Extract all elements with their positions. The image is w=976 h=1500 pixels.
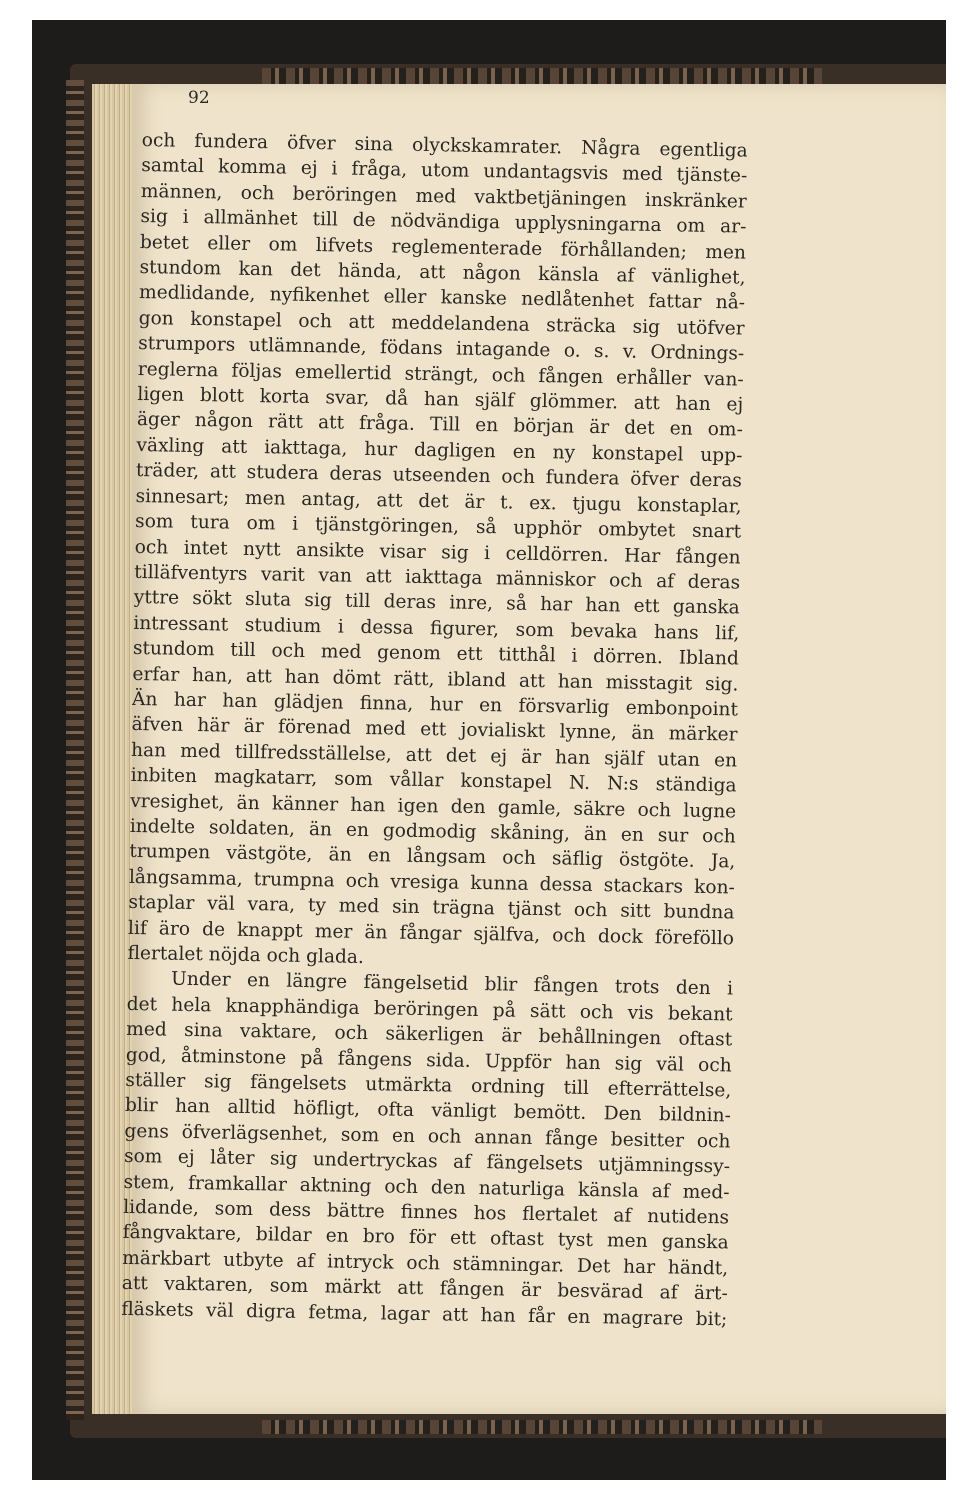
paragraph-end-line: flertalet nöjda och glada.: [127, 942, 365, 968]
text-line: fångvaktare, bildar en bro för ett oftast tyst men ganska: [122, 1222, 729, 1254]
text-line: växling att iakttaga, hur dagligen en ny konstapel upp-: [136, 434, 743, 467]
text-line: fläskets väl digra fetma, lagar att han får en magrare bit;: [121, 1298, 728, 1331]
text-line: stem, framkallar aktning och den naturliga känsla af med-: [123, 1171, 730, 1204]
text-line: stundom till och med genom ett titthål i dörren. Ibland: [132, 638, 740, 670]
text-line: äger någon rätt att fråga. Till en början är det en om-: [136, 409, 743, 441]
page-number: 92: [188, 88, 210, 108]
text-line: märkbart utbyte af intryck och stämningar. Det har händt,: [122, 1247, 729, 1280]
text-line: och fundera öfver sina olyckskamrater. Några egentliga: [141, 129, 748, 162]
text-line: inbiten magkatarr, som vållar konstapel N. N:s ständiga: [130, 765, 737, 797]
text-line: blir han alltid höfligt, ofta vänligt bemött. Den bildnin-: [124, 1095, 732, 1127]
text-line: träder, att studera deras utseenden och fundera öfver deras: [135, 460, 743, 492]
text-line: trumpen västgöte, än en långsam och säflig östgöte. Ja,: [129, 841, 736, 873]
text-line: som tura om i tjänstgöringen, så upphör ombytet snart: [134, 511, 742, 543]
text-line: och intet nytt ansikte visar sig i celldörren. Har fången: [134, 536, 741, 569]
text-line: äfven här är förenad med ett jovialiskt lynne, än märker: [131, 714, 738, 746]
text-line: lif äro de knappt mer än fångar själfva, och dock föreföllo: [127, 917, 735, 950]
text-line: staplar väl vara, ty med sin trägna tjänst och sitt bundna: [128, 892, 735, 924]
text-line: sinnesart; men antag, att det är t. ex. tjugu konstaplar,: [135, 485, 742, 518]
paragraph-start-line: Under en längre fängelsetid blir fången trots den i: [170, 969, 734, 1000]
text-line: medlidande, nyfikenhet eller kanske nedlåtenhet fattar nå-: [138, 282, 746, 314]
top-edge-pattern: [262, 68, 822, 84]
body-text: [121, 128, 748, 1332]
text-line: betet eller om lifvets reglementerade förhållanden; men: [139, 231, 747, 264]
text-line: det hela knapphändiga beröringen på sätt och vis bekant: [126, 993, 733, 1026]
text-line: han med tillfredsställelse, att det ej är han själf utan en: [130, 739, 738, 772]
text-line: Än har han glädjen finna, hur en försvarlig embonpoint: [131, 688, 739, 721]
text-line: yttre sökt sluta sig till deras inre, så har han ett ganska: [133, 587, 740, 619]
text-line: intressant studium i dessa figurer, som bevaka hans lif,: [133, 612, 740, 645]
text-line: som ej låter sig undertryckas af fängelsets utjämningssy-: [123, 1146, 731, 1178]
text-line: sig i allmänhet till de nödvändiga upplysningarna om ar-: [140, 206, 747, 238]
text-line: ligen blott korta svar, då han själf glömmer. att han ej: [137, 384, 744, 416]
bottom-edge-pattern: [262, 1420, 822, 1434]
text-line: god, åtminstone på fångens sida. Uppför han sig väl och: [125, 1044, 732, 1077]
text-line: lidande, som dess bättre finnes hos flertalet af nutidens: [122, 1196, 730, 1229]
text-line: tilläfventyrs varit van att iakttaga människor och af deras: [134, 561, 741, 594]
text-line: reglerna följas emellertid strängt, och fången erhåller van-: [137, 358, 744, 391]
text-line: med sina vaktare, och säkerligen är behållningen oftast: [126, 1019, 733, 1051]
text-line: erfar han, att han dömt rätt, ibland att han misstagit sig.: [132, 663, 739, 696]
text-line: samtal komma ej i fråga, utom undantagsvis med tjänste-: [141, 155, 748, 187]
text-line: strumpors utlämnande, födans intagande o. s. v. Ordnings-: [138, 333, 745, 365]
text-line: stundom kan det hända, att någon känsla af vänlighet,: [139, 257, 746, 289]
text-line: gon konstapel och att meddelandena sträcka sig utöfver: [138, 307, 745, 340]
text-line: ställer sig fängelsets utmärkta ordning till efterrättelse,: [125, 1069, 732, 1102]
text-line: långsamma, trumpna och vresiga kunna dessa stackars kon-: [128, 866, 736, 899]
text-line: männen, och beröringen med vaktbetjäningen inskränker: [140, 180, 747, 213]
text-line: gens öfverlägsenhet, som en och annan fånge besitter och: [124, 1120, 731, 1153]
text-line: att vaktaren, som märkt att fången är besvärad af ärt-: [121, 1273, 728, 1305]
spine-pattern: [66, 80, 84, 1420]
text-line: indelte soldaten, än en godmodig skåning, än en sur och: [129, 815, 736, 848]
text-line: vresighet, än känner han igen den gamle, säkre och lugne: [130, 790, 737, 823]
